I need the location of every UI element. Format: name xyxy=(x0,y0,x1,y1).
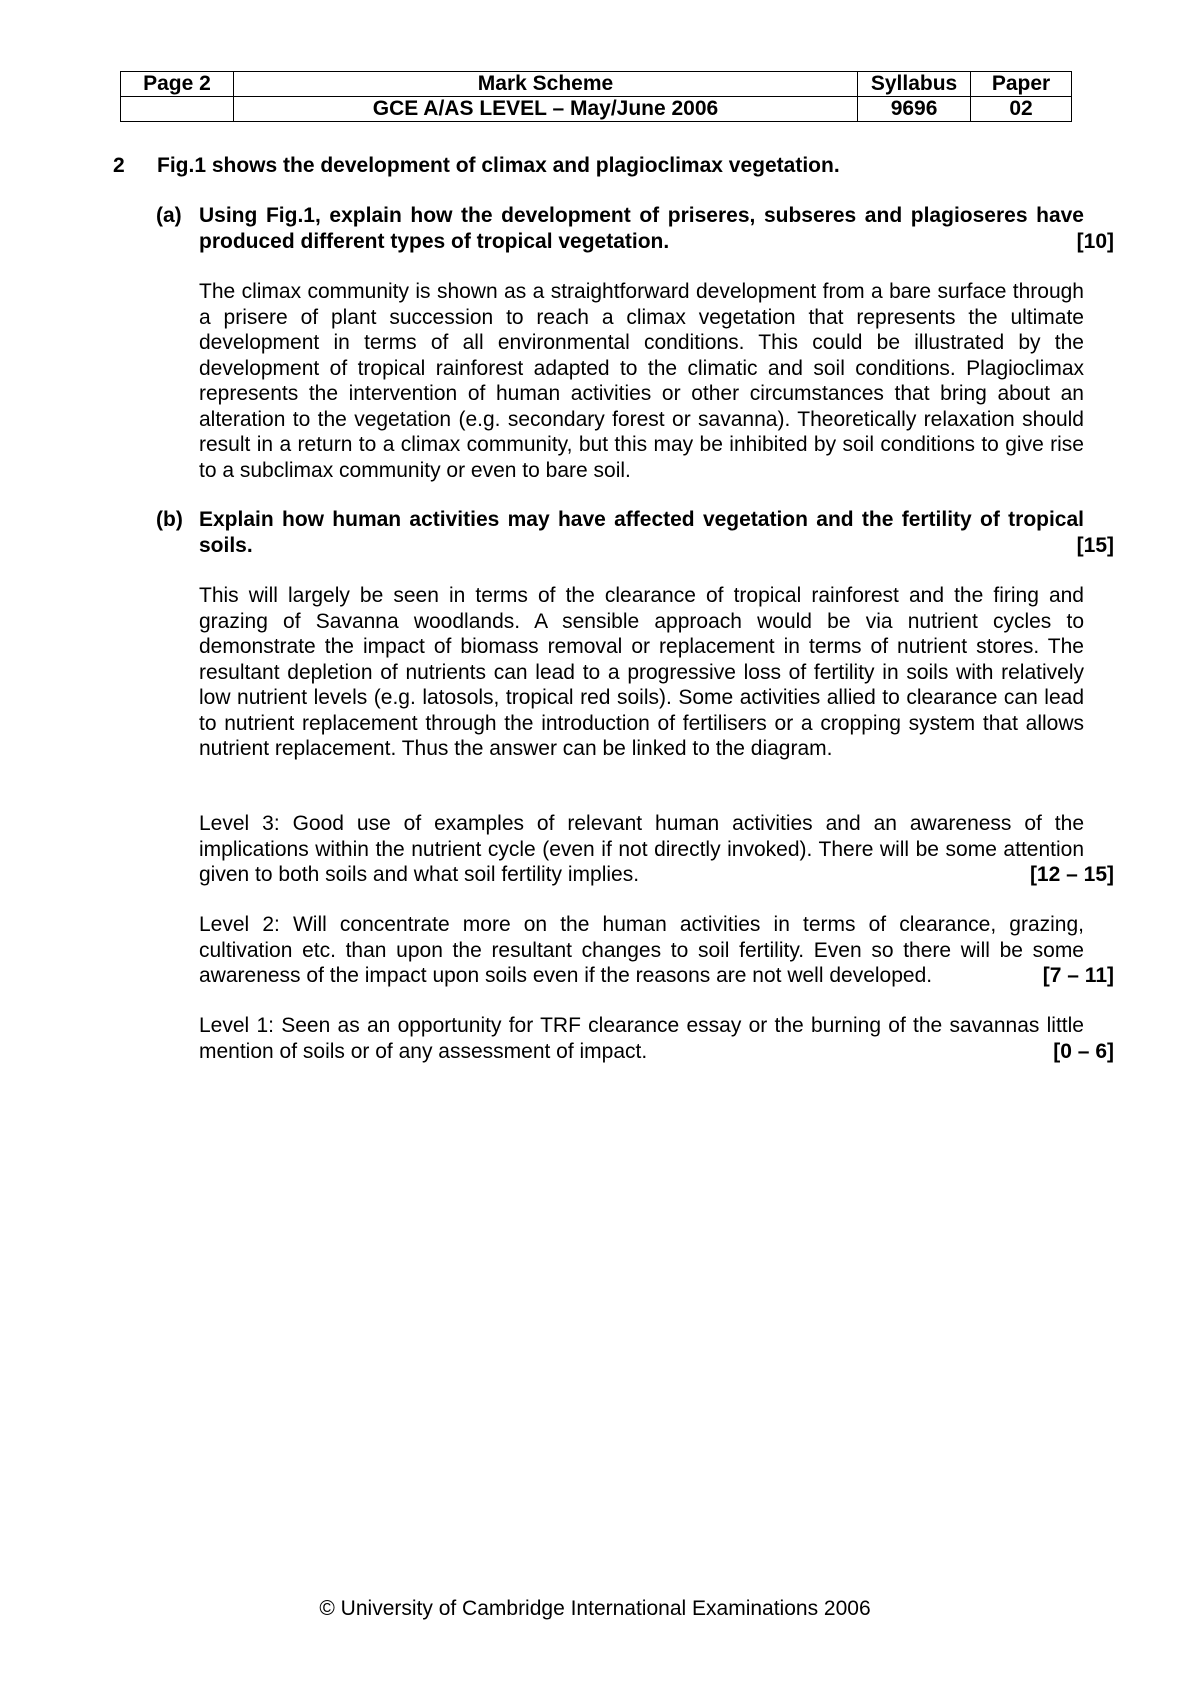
level-3-marks: [12 – 15] xyxy=(1029,863,1114,886)
header-title: Mark Scheme xyxy=(233,72,857,97)
footer-copyright: © University of Cambridge International Examinations 2006 xyxy=(319,1597,871,1620)
part-b-label: (b) xyxy=(156,508,183,531)
part-a-question xyxy=(156,203,1114,255)
page-label: Page 2 xyxy=(121,72,234,97)
level-2 xyxy=(199,912,1114,989)
level-1-marks: [0 – 6] xyxy=(1053,1039,1114,1063)
part-b-question-text: Explain how human activities may have affected vegetation and the fertility of tropical soils. xyxy=(199,508,1084,557)
paper-code: 02 xyxy=(971,97,1072,122)
level-1 xyxy=(199,1013,1114,1064)
syllabus-label: Syllabus xyxy=(858,72,971,97)
part-a-marks: [10] xyxy=(1076,229,1114,253)
level-3-text: Level 3: Good use of examples of relevant human activities and an awareness of the implications within the nutrient cycle (even if not directly invoked). There will be some attention given to both soils and what soil fertility implies. xyxy=(199,812,1084,886)
part-a-answer: The climax community is shown as a straightforward development from a bare surface through a prisere of plant succession to reach a climax vegetation that represents the ultimate development in terms of all environmental conditions. This could be illustrated by the development of tropical rainforest adapted to the climatic and soil conditions. Plagioclimax represents the intervention of human activities or other circumstances that bring about an alteration to the vegetation (e.g. secondary forest or savanna). Theoretically relaxation should result in a return to a climax community, but this may be inhibited by soil conditions to give rise to a subclimax community or even to bare soil. xyxy=(199,280,1084,482)
part-b-marks: [15] xyxy=(1076,533,1114,557)
level-2-marks: [7 – 11] xyxy=(1042,964,1114,987)
question-number: 2 xyxy=(113,154,125,177)
question-text: Fig.1 shows the development of climax and plagioclimax vegetation. xyxy=(157,154,840,177)
empty-cell xyxy=(121,97,234,122)
level-1-text: Level 1: Seen as an opportunity for TRF clearance essay or the burning of the savannas little mention of soils or of any assessment of impact. xyxy=(199,1014,1084,1063)
syllabus-code: 9696 xyxy=(858,97,971,122)
part-b-question xyxy=(156,507,1114,559)
paper-label: Paper xyxy=(971,72,1072,97)
level-3 xyxy=(199,811,1114,888)
header-table xyxy=(120,71,1072,122)
part-a-question-text: Using Fig.1, explain how the development of priseres, subseres and plagioseres have produced different types of tropical vegetation. xyxy=(199,204,1084,253)
part-b-answer: This will largely be seen in terms of the clearance of tropical rainforest and the firing and grazing of Savanna woodlands. A sensible approach would be via nutrient cycles to demonstrate the impact of biomass removal or replacement in terms of nutrient stores. The resultant depletion of nutrients can lead to a progressive loss of fertility in soils with relatively low nutrient levels (e.g. latosols, tropical red soils). Some activities allied to clearance can lead to nutrient replacement through the introduction of fertilisers or a cropping system that allows nutrient replacement. Thus the answer can be linked to the diagram. xyxy=(199,584,1084,760)
header-subtitle: GCE A/AS LEVEL – May/June 2006 xyxy=(233,97,857,122)
level-2-text: Level 2: Will concentrate more on the human activities in terms of clearance, grazing, cultivation etc. than upon the resultant changes to soil fertility. Even so there will be some awareness of the impact upon soils even if the reasons are not well developed. xyxy=(199,913,1084,987)
part-a-label: (a) xyxy=(156,204,182,227)
